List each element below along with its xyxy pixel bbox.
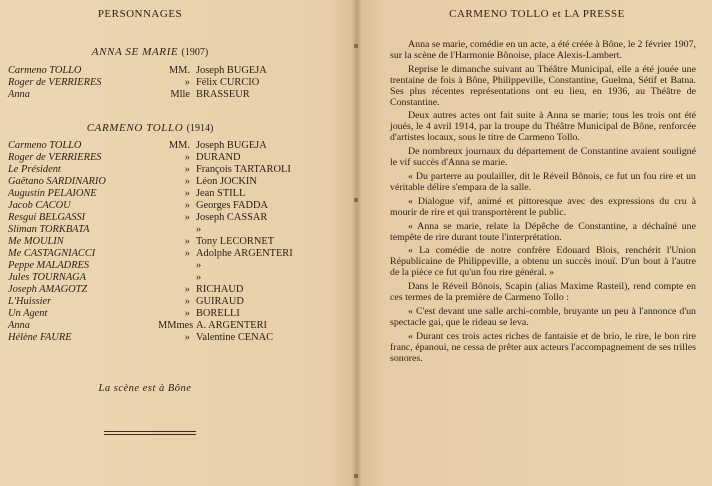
cast-row — [8, 296, 348, 308]
cast-role: Carmeno TOLLO — [8, 140, 82, 151]
cast-prefix: MM. — [168, 65, 190, 76]
cast-prefix: MM. — [168, 140, 190, 151]
play-title-1-text: ANNA SE MARIE — [91, 46, 179, 58]
cast-prefix: » — [184, 212, 190, 223]
press-heading: CARMENO TOLLO et LA PRESSE — [449, 8, 625, 20]
cast-heading: PERSONNAGES — [97, 8, 183, 20]
cast-prefix: » — [184, 332, 190, 343]
cast-actor: Adolphe ARGENTERI — [196, 248, 293, 259]
cast-list-1 — [8, 65, 348, 101]
play-title-1 — [0, 46, 300, 58]
press-paragraph: « C'est devant une salle archi-comble, bruyante un peu à l'annonce d'un spectacle gai, que le rideau se leva. — [390, 305, 696, 328]
press-paragraph: De nombreux journaux du département de Constantine avaient souligné le vif succès d'Anna se marie. — [390, 146, 696, 169]
cast-row — [8, 89, 348, 101]
cast-row — [8, 236, 348, 248]
cast-prefix: » — [184, 188, 190, 199]
right-page — [362, 0, 712, 486]
press-text — [390, 40, 696, 367]
play-title-2-text: CARMENO TOLLO — [86, 122, 184, 134]
cast-role: Roger de VERRIERES — [8, 152, 102, 163]
cast-row — [8, 212, 348, 224]
cast-role: Sliman TORKBATA — [8, 224, 90, 235]
cast-actor: BRASSEUR — [196, 89, 250, 100]
cast-role: Jacob CACOU — [8, 200, 71, 211]
press-paragraph: Dans le Réveil Bônois, Scapin (alias Maxime Rasteil), rend compte en ces termes de la première de Carmeno Tollo : — [390, 281, 696, 304]
cast-role: Carmeno TOLLO — [8, 65, 82, 76]
press-paragraph: « Du parterre au poulailler, dit le Réveil Bônois, ce fut un fou rire et un véritable délire s'empara de la salle. — [390, 170, 696, 193]
cast-row — [8, 332, 348, 344]
cast-row — [8, 77, 348, 89]
cast-prefix: Mlle — [170, 89, 190, 100]
press-paragraph: Reprise le dimanche suivant au Théâtre Municipal, elle a été jouée une trentaine de fois à Bône, Philippeville, Constantine, Guelma, Sétif et Batna. Ses plus récentes représentations ont eu lieu, en 1936, au Théâtre de Constantine. — [390, 63, 696, 108]
cast-row — [8, 65, 348, 77]
cast-row — [8, 164, 348, 176]
press-paragraph: « Anna se marie, relate la Dépêche de Constantine, a déchaîné une tempête de rire durant toute l'interprétation. — [390, 220, 696, 243]
press-paragraph: « Dialogue vif, animé et pittoresque avec des expressions du cru à mourir de rire et qui transportèrent le public. — [390, 195, 696, 218]
cast-role: Hélène FAURE — [8, 332, 72, 343]
cast-actor: BORELLI — [196, 308, 240, 319]
cast-actor: Jean STILL — [196, 188, 246, 199]
cast-row — [8, 320, 348, 332]
cast-role: L'Huissier — [8, 296, 52, 307]
cast-role: Le Président — [8, 164, 61, 175]
cast-list-2 — [8, 140, 348, 344]
cast-actor: Georges FADDA — [196, 200, 269, 211]
play-title-2 — [0, 122, 300, 134]
cast-row — [8, 308, 348, 320]
cast-prefix: » — [184, 152, 190, 163]
binding-stitch — [354, 44, 358, 48]
cast-actor: Félix CURCIO — [196, 77, 260, 88]
cast-role: Me CASTAGNIACCI — [8, 248, 96, 259]
cast-actor: RICHAUD — [196, 284, 244, 295]
cast-role: Augustin PELAIONE — [8, 188, 97, 199]
cast-actor: Valentine CENAC — [196, 332, 274, 343]
cast-actor: Léon JOCKIN — [196, 176, 257, 187]
cast-prefix: » — [184, 77, 190, 88]
cast-row — [8, 176, 348, 188]
binding-stitch — [354, 198, 358, 202]
cast-row — [8, 152, 348, 164]
cast-actor: A. ARGENTERI — [196, 320, 267, 331]
binding-stitch — [354, 474, 358, 478]
cast-actor: François TARTAROLI — [196, 164, 291, 175]
cast-prefix: » — [184, 248, 190, 259]
cast-actor: GUIRAUD — [196, 296, 244, 307]
cast-row — [8, 140, 348, 152]
cast-actor: » — [196, 260, 202, 271]
cast-prefix: » — [184, 176, 190, 187]
cast-actor: » — [196, 272, 202, 283]
cast-role: Anna — [8, 89, 30, 100]
cast-role: Anna — [8, 320, 30, 331]
cast-prefix: MMmes — [158, 320, 194, 331]
book-gutter — [352, 0, 362, 486]
cast-prefix: » — [184, 284, 190, 295]
left-page — [0, 0, 350, 486]
press-paragraph: Anna se marie, comédie en un acte, a été créée à Bône, le 2 février 1907, sur la scène de l'Harmonie Bônoise, place Alexis-Lambert. — [390, 39, 696, 61]
cast-role: Roger de VERRIERES — [8, 77, 102, 88]
cast-prefix: » — [184, 296, 190, 307]
play-title-1-year: (1907) — [181, 47, 209, 58]
press-paragraph: Deux autres actes ont fait suite à Anna se marie; tous les trois ont été joués, le 4 avril 1914, par la troupe du Théâtre Municipal de Bône, renforcée d'artistes locaux, sous le titre de Carmeno Tollo. — [390, 110, 696, 144]
cast-actor: Joseph BUGEJA — [196, 140, 267, 151]
cast-role: Jules TOURNAGA — [8, 272, 87, 283]
cast-role: Me MOULIN — [8, 236, 64, 247]
cast-row — [8, 272, 348, 284]
cast-actor: » — [196, 224, 202, 235]
press-paragraph: « Durant ces trois actes riches de fantaisie et de brio, le rire, le bon rire franc, épanoui, ne cessa de prêter aux acteurs l'accompagnement de ses trilles sonores. — [390, 330, 696, 364]
cast-role: Resgui BELGASSI — [8, 212, 86, 223]
decorative-rule — [104, 434, 196, 435]
scene-location: La scène est à Bône — [98, 383, 192, 394]
cast-prefix: » — [184, 236, 190, 247]
decorative-rule — [104, 431, 196, 432]
cast-prefix: » — [184, 308, 190, 319]
cast-actor: DURAND — [196, 152, 241, 163]
cast-role: Joseph AMAGOTZ — [8, 284, 88, 295]
play-title-2-year: (1914) — [186, 123, 214, 134]
press-paragraph: « La comédie de notre confrère Edouard Blois, renchérit l'Union Républicaine de Philippeville, a obtenu un succès inouï. D'un bout à l'autre de la pièce ce fut qu'un fou rire général. » — [390, 245, 696, 279]
cast-prefix: » — [184, 200, 190, 211]
cast-prefix: » — [184, 164, 190, 175]
cast-row — [8, 188, 348, 200]
cast-row — [8, 248, 348, 260]
cast-row — [8, 284, 348, 296]
cast-row — [8, 260, 348, 272]
cast-actor: Tony LECORNET — [196, 236, 275, 247]
cast-role: Gaëtano SARDINARIO — [8, 176, 106, 187]
cast-row — [8, 200, 348, 212]
cast-actor: Joseph CASSAR — [196, 212, 268, 223]
cast-actor: Joseph BUGEJA — [196, 65, 267, 76]
cast-role: Un Agent — [8, 308, 48, 319]
cast-role: Peppe MALADRES — [8, 260, 90, 271]
cast-row — [8, 224, 348, 236]
